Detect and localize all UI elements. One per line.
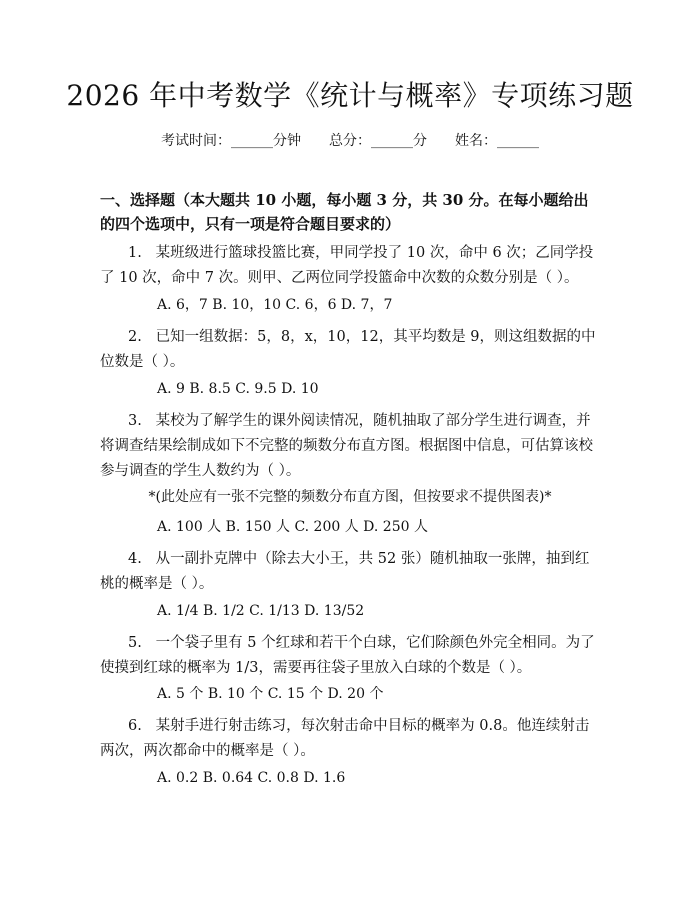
student-name-field: 姓名：______ (455, 133, 539, 149)
missing-histogram-note: *(此处应有一张不完整的频数分布直方图，但按要求不提供图表)* (148, 489, 552, 505)
question-2-options: A. 9 B. 8.5 C. 9.5 D. 10 (157, 381, 319, 397)
question-4 (100, 547, 600, 597)
question-text: 某校为了解学生的课外阅读情况，随机抽取了部分学生进行调查，并将调查结果绘制成如下不完整的频数分布直方图。根据图中信息，可估算该校参与调查的学生人数约为（ ）。 (100, 413, 593, 479)
document-title: 2026 年中考数学《统计与概率》专项练习题 (66, 79, 634, 112)
question-text: 从一副扑克牌中（除去大小王，共 52 张）随机抽取一张牌，抽到红桃的概率是（ ）。 (100, 551, 590, 592)
question-number: 2. (128, 329, 142, 345)
question-1 (100, 241, 600, 291)
question-6 (100, 714, 600, 764)
question-5-options: A. 5 个 B. 10 个 C. 15 个 D. 20 个 (157, 686, 384, 702)
question-number: 5. (128, 635, 142, 651)
section-heading: 一、选择题（本大题共 10 小题，每小题 3 分，共 30 分。在每小题给出的四个选项中，只有一项是符合题目要求的） (100, 191, 589, 233)
question-1-options: A. 6，7 B. 10，10 C. 6，6 D. 7，7 (157, 297, 393, 313)
exam-info-line (0, 131, 700, 151)
question-4-options: A. 1/4 B. 1/2 C. 1/13 D. 13/52 (157, 603, 365, 619)
question-3 (100, 409, 600, 484)
exam-time-field: 考试时间：______分钟 (161, 133, 301, 149)
question-number: 1. (128, 245, 142, 261)
question-2 (100, 325, 600, 375)
question-text: 一个袋子里有 5 个红球和若干个白球，它们除颜色外完全相同。为了使摸到红球的概率为 1/3，需要再往袋子里放入白球的个数是（ ）。 (100, 635, 595, 676)
question-number: 3. (128, 413, 142, 429)
question-3-options: A. 100 人 B. 150 人 C. 200 人 D. 250 人 (157, 519, 428, 535)
total-score-field: 总分：______分 (329, 133, 427, 149)
question-5 (100, 631, 600, 681)
question-number: 4. (128, 551, 142, 567)
question-number: 6. (128, 718, 142, 734)
question-6-options: A. 0.2 B. 0.64 C. 0.8 D. 1.6 (157, 770, 346, 786)
question-text: 已知一组数据：5，8，x，10，12，其平均数是 9，则这组数据的中位数是（ ）。 (100, 329, 596, 370)
question-text: 某射手进行射击练习，每次射击命中目标的概率为 0.8。他连续射击两次，两次都命中的概率是（ ）。 (100, 718, 590, 759)
question-text: 某班级进行篮球投篮比赛，甲同学投了 10 次，命中 6 次；乙同学投了 10 次，命中 7 次。则甲、乙两位同学投篮命中次数的众数分别是（ ）。 (100, 245, 594, 286)
